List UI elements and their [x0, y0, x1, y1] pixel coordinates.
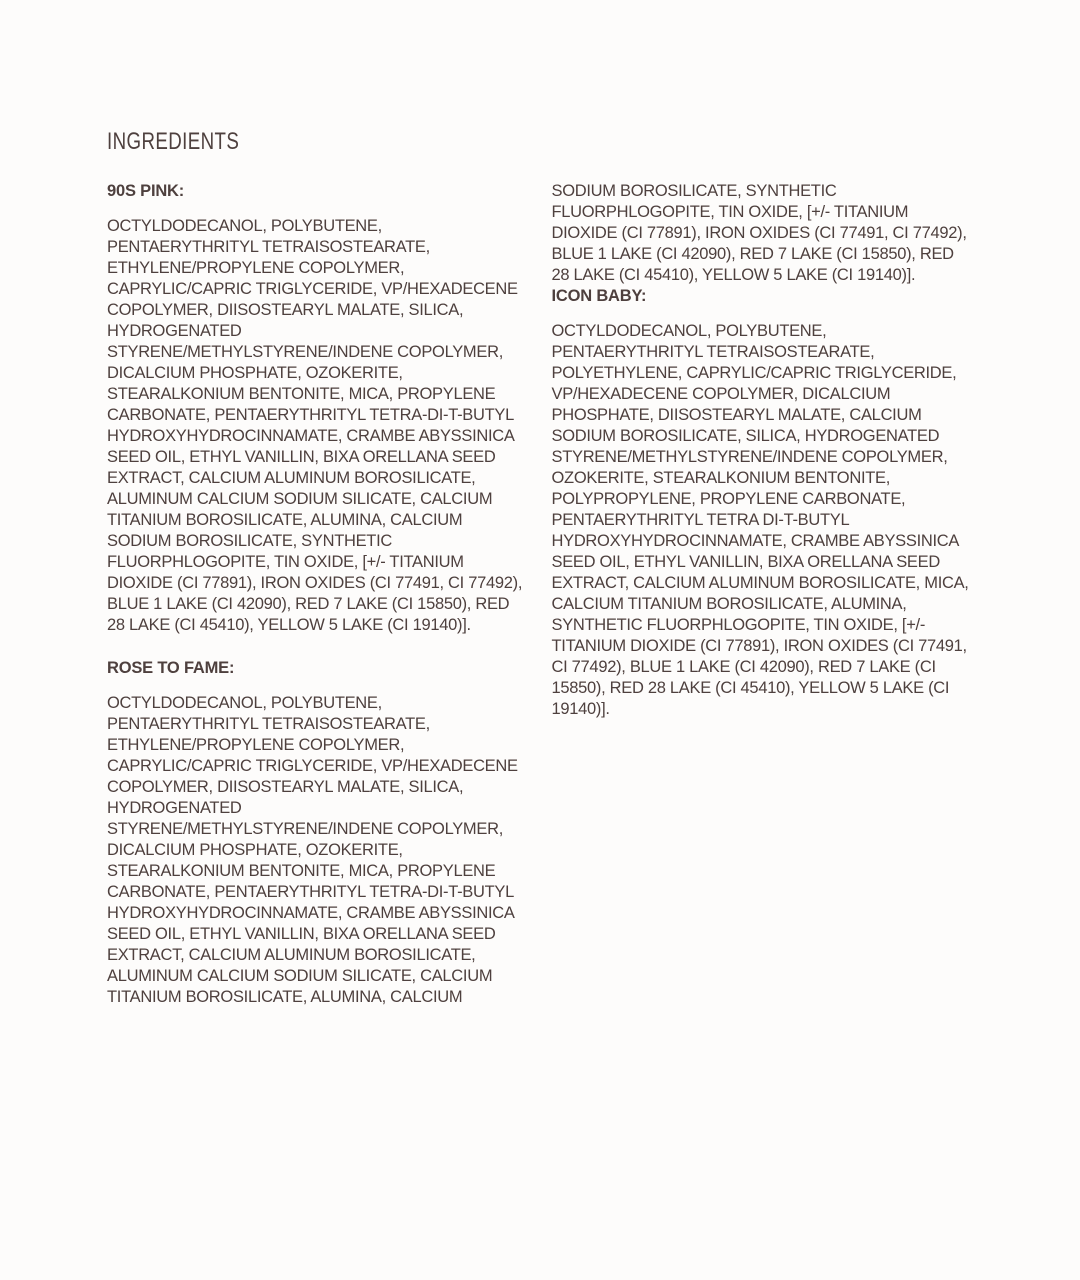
ingredients-columns [107, 181, 969, 1015]
shade-name-90s-pink: 90S PINK: [107, 182, 185, 200]
shade-name-icon-baby: ICON BABY: [551, 287, 647, 305]
shade-section-icon-baby [552, 286, 970, 720]
shade-section-90s-pink [107, 181, 525, 636]
shade-ingredients-90s-pink: OCTYLDODECANOL, POLYBUTENE, PENTAERYTHRITYL TETRAISOSTEARATE, ETHYLENE/PROPYLENE COPOLYMER, CAPRYLIC/CAPRIC TRIGLYCERIDE, VP/HEXADECENE COPOLYMER, DIISOSTEARYL MALATE, SILICA, HYDROGENATED STYRENE/METHYLSTYRENE/INDENE COPOLYMER, DICALCIUM PHOSPHATE, OZOKERITE, STEARALKONIUM BENTONITE, MICA, PROPYLENE CARBONATE, PENTAERYTHRITYL TETRA-DI-T-BUTYL HYDROXYHYDROCINNAMATE, CRAMBE ABYSSINICA SEED OIL, ETHYL VANILLIN, BIXA ORELLANA SEED EXTRACT, CALCIUM ALUMINUM BOROSILICATE, ALUMINUM CALCIUM SODIUM SILICATE, CALCIUM TITANIUM BOROSILICATE, ALUMINA, CALCIUM SODIUM BOROSILICATE, SYNTHETIC FLUORPHLOGOPITE, TIN OXIDE, [+/- TITANIUM DIOXIDE (CI 77891), IRON OXIDES (CI 77491, CI 77492), BLUE 1 LAKE (CI 42090), RED 7 LAKE (CI 15850), RED 28 LAKE (CI 45410), YELLOW 5 LAKE (CI 19140)]. [107, 217, 523, 634]
ingredients-page [107, 128, 987, 1015]
shade-name-rose-to-fame: ROSE TO FAME: [107, 659, 235, 677]
shade-ingredients-rose-to-fame: OCTYLDODECANOL, POLYBUTENE, PENTAERYTHRITYL TETRAISOSTEARATE, ETHYLENE/PROPYLENE COPOLYMER, CAPRYLIC/CAPRIC TRIGLYCERIDE, VP/HEXADECENE COPOLYMER, DIISOSTEARYL MALATE, SILICA, HYDROGENATED STYRENE/METHYLSTYRENE/INDENE COPOLYMER, DICALCIUM PHOSPHATE, OZOKERITE, STEARALKONIUM BENTONITE, MICA, PROPYLENE CARBONATE, PENTAERYTHRITYL TETRA-DI-T-BUTYL HYDROXYHYDROCINNAMATE, CRAMBE ABYSSINICA SEED OIL, ETHYL VANILLIN, BIXA ORELLANA SEED EXTRACT, CALCIUM ALUMINUM BOROSILICATE, ALUMINUM CALCIUM SODIUM SILICATE, CALCIUM TITANIUM BOROSILICATE, ALUMINA, CALCIUM SODIUM BOROSILICATE, SYNTHETIC FLUORPHLOGOPITE, TIN OXIDE, [+/- TITANIUM DIOXIDE (CI 77891), IRON OXIDES (CI 77491, CI 77492), BLUE 1 LAKE (CI 42090), RED 7 LAKE (CI 15850), RED 28 LAKE (CI 45410), YELLOW 5 LAKE (CI 19140)]. [107, 182, 967, 1006]
ingredients-heading: INGREDIENTS [107, 128, 240, 155]
shade-ingredients-icon-baby: OCTYLDODECANOL, POLYBUTENE, PENTAERYTHRITYL TETRAISOSTEARATE, POLYETHYLENE, CAPRYLIC/CAPRIC TRIGLYCERIDE, VP/HEXADECENE COPOLYMER, DICALCIUM PHOSPHATE, DIISOSTEARYL MALATE, CALCIUM SODIUM BOROSILICATE, SILICA, HYDROGENATED STYRENE/METHYLSTYRENE/INDENE COPOLYMER, OZOKERITE, STEARALKONIUM BENTONITE, POLYPROPYLENE, PROPYLENE CARBONATE, PENTAERYTHRITYL TETRA DI-T-BUTYL HYDROXYHYDROCINNAMATE, CRAMBE ABYSSINICA SEED OIL, ETHYL VANILLIN, BIXA ORELLANA SEED EXTRACT, CALCIUM ALUMINUM BOROSILICATE, MICA, CALCIUM TITANIUM BOROSILICATE, ALUMINA, SYNTHETIC FLUORPHLOGOPITE, TIN OXIDE, [+/- TITANIUM DIOXIDE (CI 77891), IRON OXIDES (CI 77491, CI 77492), BLUE 1 LAKE (CI 42090), RED 7 LAKE (CI 15850), RED 28 LAKE (CI 45410), YELLOW 5 LAKE (CI 19140)]. [551, 322, 969, 718]
